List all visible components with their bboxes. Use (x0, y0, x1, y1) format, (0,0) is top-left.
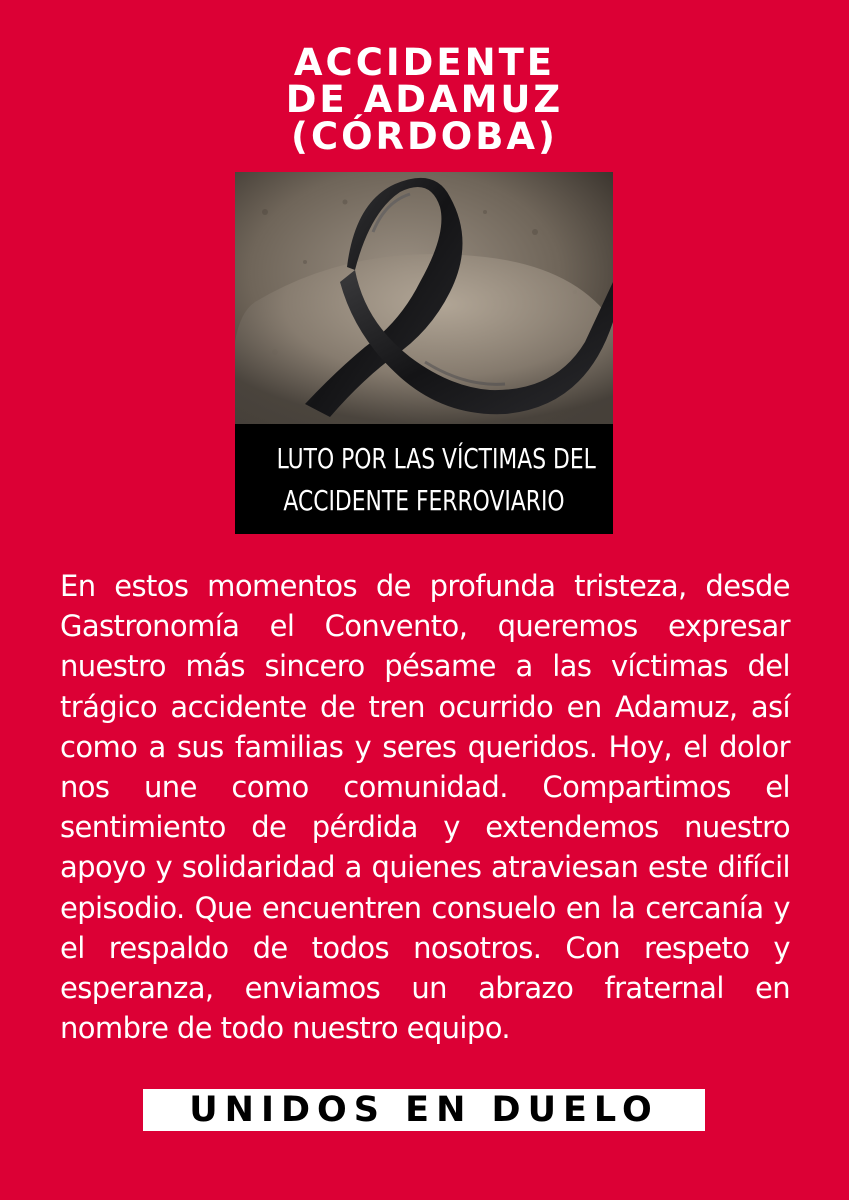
caption-line-1: LUTO POR LAS VÍCTIMAS DEL (276, 442, 596, 475)
mourning-caption (235, 424, 613, 534)
title-line-3: (CÓRDOBA) (291, 115, 558, 158)
slogan-banner: UNIDOS EN DUELO (143, 1089, 705, 1131)
poster-title (0, 41, 849, 158)
title-line-1: ACCIDENTE (293, 41, 556, 84)
caption-line-2: ACCIDENTE FERROVIARIO (283, 484, 565, 517)
condolence-message: En estos momentos de profunda tristeza, desde Gastronomía el Convento, queremos expresar nuestro más sincero pésame a las víctimas del trágico accidente de tren ocurrido en Adamuz, así como a sus familias y seres queridos. Hoy, el dolor nos une como comunidad. Compartimos el sentimiento de pérdida y extendemos nuestro apoyo y solidaridad a quienes atraviesan este difícil episodio. Que encuentren consuelo en la cercanía y el respaldo de todos nosotros. Con respeto y esperanza, enviamos un abrazo fraternal en nombre de todo nuestro equipo. (60, 569, 790, 1046)
black-mourning-ribbon-icon (235, 172, 613, 424)
title-line-2: DE ADAMUZ (285, 78, 564, 121)
mourning-ribbon-photo (235, 172, 613, 424)
